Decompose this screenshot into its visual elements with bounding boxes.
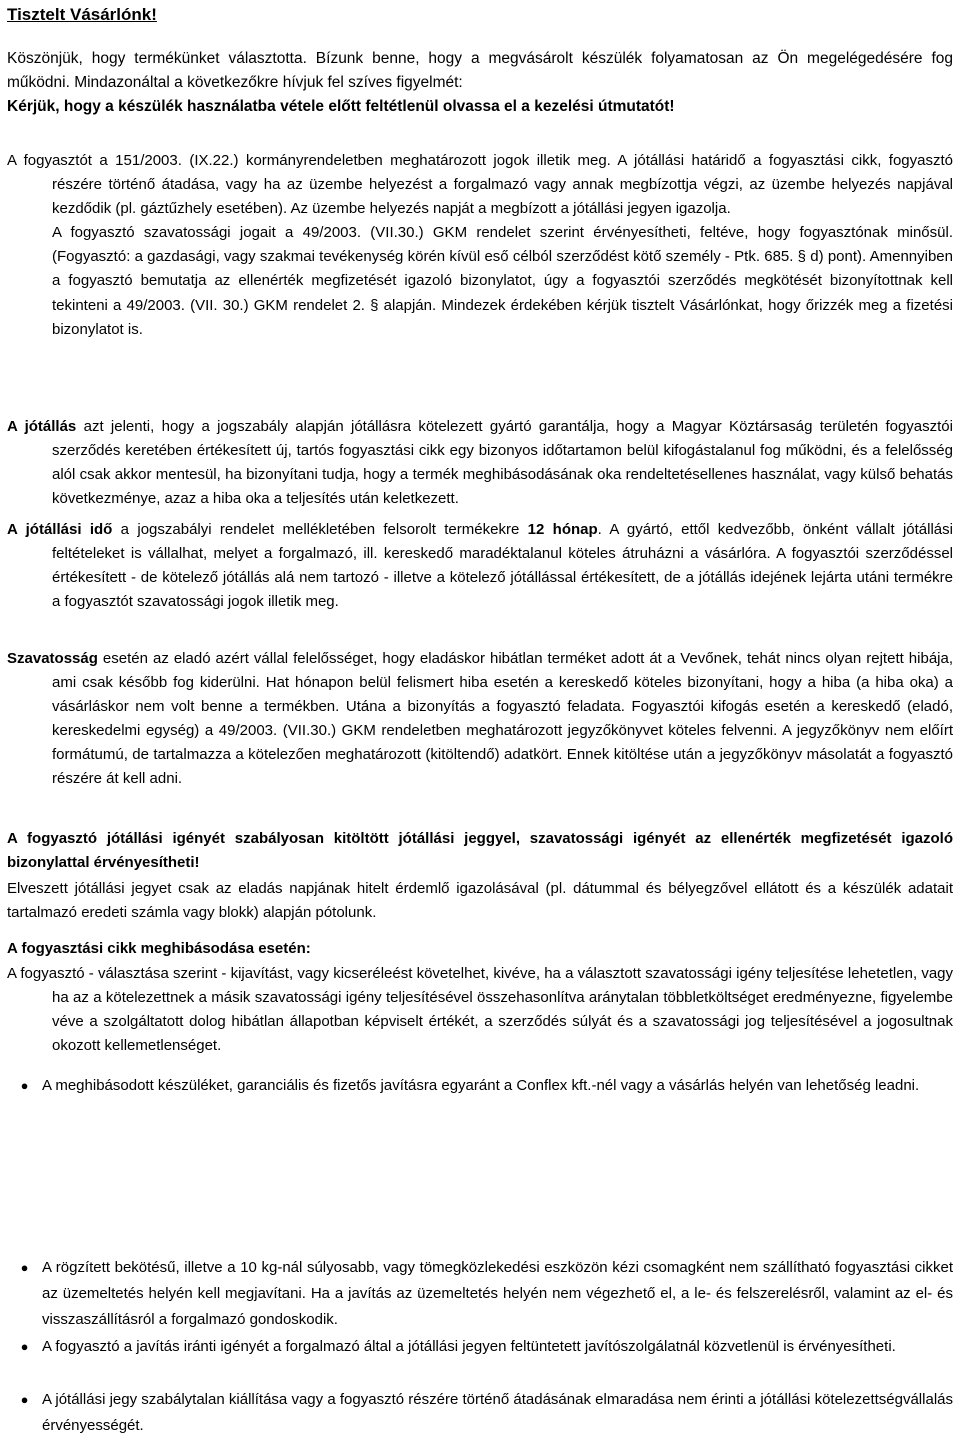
- jotallas-paragraph: [7, 415, 953, 511]
- szavatossag-rights-text: A fogyasztó szavatossági jogait a 49/2003. (VII.30.) GKM rendelet szerint érvényesítheti, feltéve, hogy fogyasztónak minősül. (Fogyasztó: a gazdasági, vagy szakmai tevékenység körén kívül eső célból szerződést kötő személy - Ptk. 685. § d) pont). Amennyiben a fogyasztó bemutatja az ellenérték megfizetését igazoló bizonylatot, úgy a fogyasztói szerződés megkötését bizonyítottnak kell tekinteni a 49/2003. (VII. 30.) GKM rendelet 2. § alapján. Mindezek érdekében kérjük tisztelt Vásárlónkat, hogy őrizzék meg a fizetési bizonylatot is.: [52, 224, 953, 338]
- intro-paragraph: [7, 47, 953, 119]
- law-lead: A fogyasztót a 151/2003. (IX.22.): [7, 152, 239, 169]
- lost-card-paragraph: Elveszett jótállási jegyet csak az eladás napjának hitelt érdemlő igazolásával (pl. dátummal és bélyegzővel ellátott és a készülék adatait tartalmazó eredeti számla vagy blokk) alapján pótolunk.: [7, 880, 953, 922]
- list-item: [7, 1073, 953, 1099]
- jotallasi-ido-text: . A gyártó, ettől kedvezőbb, önként vállalt jótállási feltételeket is vállalhat, melyet a forgalmazó, ill. kereskedő maradéktalanul köteles átruházni a vásárlóra. A fogyasztói szerződéssel értékesített - de kötelező jótállás alá nem tartozó - illetve a kötelező jótállással értékesített, de a jótállás idejének lejárta utáni termékre a fogyasztót szavatossági jogok illetik meg.: [52, 521, 953, 611]
- list-item-text: A jótállási jegy szabálytalan kiállítása vagy a fogyasztó részére történő átadásának elmaradása nem érinti a jótállási kötelezettségvállalás érvényességét.: [42, 1391, 953, 1434]
- jotallas-text: azt jelenti, hogy a jogszabály alapján jótállásra kötelezett gyártó garantálja, hogy a Magyar Köztársaság területén fogyasztói szerződés keretében értékesített új, tartós fogyasztási cikk egy bizonyos időtartamon belül kifogástalanul fog működni, és a felelősség alól csak akkor mentesül, ha bizonyítani tudja, hogy a termék meghibásodásának oka rendeltetésellenes használat, vagy külső behatás következménye, azaz a hiba oka a teljesítés után keletkezett.: [52, 418, 953, 508]
- warranty-duration: 12 hónap: [527, 521, 598, 538]
- list-item-text: A fogyasztó a javítás iránti igényét a forgalmazó által a jótállási jegyen feltüntetett javítószolgálatnál közvetlenül is érvényesítheti.: [42, 1338, 896, 1355]
- szavatossag-paragraph: [7, 647, 953, 792]
- bullet-icon: ●: [20, 1339, 29, 1354]
- szavatossag-term: Szavatosság: [7, 650, 98, 667]
- read-manual-notice: Kérjük, hogy a készülék használatba vétele előtt feltétlenül olvassa el a kezelési útmutatót!: [7, 98, 675, 115]
- list-item: [7, 1334, 953, 1360]
- section-heading: A fogyasztási cikk meghibásodása esetén:: [7, 940, 311, 957]
- bullet-icon: ●: [20, 1392, 29, 1407]
- choice-paragraph: A fogyasztó - választása szerint - kijavítást, vagy kicseréleést követelhet, kivéve, ha a választott szavatossági igény teljesítése lehetetlen, vagy ha az a kötelezettnek a másik szavatossági igény teljesítésével összehasonlítva aránytalan többletköltséget eredményezne, figyelembe véve a szolgáltatott dolog hibátlan állapotban képviselt értékét, a szerződés súlyát és a szavatossági jog teljesítésével a jogosultnak okozott kellemetlenséget.: [7, 965, 953, 1055]
- intro-text: Köszönjük, hogy termékünket választotta. Bízunk benne, hogy a megvásárolt készülék folyamatosan az Ön megelégedésére fog működni. Mindazonáltal a következőkre hívjuk fel szíves figyelmét:: [7, 50, 953, 91]
- bullet-icon: ●: [20, 1078, 29, 1093]
- claim-statement: A fogyasztó jótállási igényét szabályosan kitöltött jótállási jeggyel, szavatossági igényét az ellenérték megfizetését igazoló bizonylattal érvényesítheti!: [7, 830, 953, 872]
- law-paragraph: [7, 149, 953, 342]
- page-title: Tisztelt Vásárlónk!: [7, 5, 157, 24]
- list-item: [7, 1387, 953, 1439]
- jotallasi-ido-paragraph: [7, 518, 953, 614]
- jotallasi-ido-term: A jótállási idő: [7, 521, 113, 538]
- law-text: kormányrendeletben meghatározott jogok illetik meg. A jótállási határidő a fogyasztási cikk, fogyasztó részére történő átadása, vagy ha az üzembe helyezést a forgalmazó vagy annak megbízottja végzi, az üzembe helyezés napjával kezdődik (pl. gáztűzhely esetében). Az üzembe helyezés napját a megbízott a jótállási jegyen igazolja.: [52, 152, 953, 218]
- list-item: [7, 1255, 953, 1333]
- jotallas-term: A jótállás: [7, 418, 77, 435]
- szavatossag-text: esetén az eladó azért vállal felelősséget, hogy eladáskor hibátlan terméket adott át a Vevőnek, tehát nincs olyan rejtett hibája, ami csak később fog kiderülni. Hat hónapon belül felismert hiba esetén a kereskedő köteles bizonyítani, hogy a hiba (a hiba oka) a vásárláskor nem volt benne a termékben. Utána a bizonyítás a fogyasztó feladata. Fogyasztói kifogás esetén a kereskedő (eladó, kereskedelmi egység) a 49/2003. (VII.30.) GKM rendeletben meghatározott jegyzőkönyvet köteles felvenni. A jegyzőkönyv nem előírt formátumú, de tartalmazza a kötelezően meghatározott (kitöltendő) adatkört. Ennek kitöltése után a jegyzőkönyv másolatát a fogyasztó részére át kell adni.: [52, 650, 953, 788]
- list-item-text: A rögzített bekötésű, illetve a 10 kg-nál súlyosabb, vagy tömegközlekedési eszközön kézi csomagként nem szállítható fogyasztási cikket az üzemeltetés helyén kell megjavítani. Ha a javítás az üzemeltetés helyén nem végezhető el, a le- és felszerelésről, valamint az el- és visszaszállításról a forgalmazó gondoskodik.: [42, 1259, 953, 1328]
- jotallasi-ido-mid: a jogszabályi rendelet mellékletében felsorolt termékekre: [112, 521, 528, 538]
- list-item-text: A meghibásodott készüléket, garanciális és fizetős javításra egyaránt a Conflex kft.-nél vagy a vásárlás helyén van lehetőség leadni.: [42, 1077, 920, 1094]
- bullet-icon: ●: [20, 1260, 29, 1275]
